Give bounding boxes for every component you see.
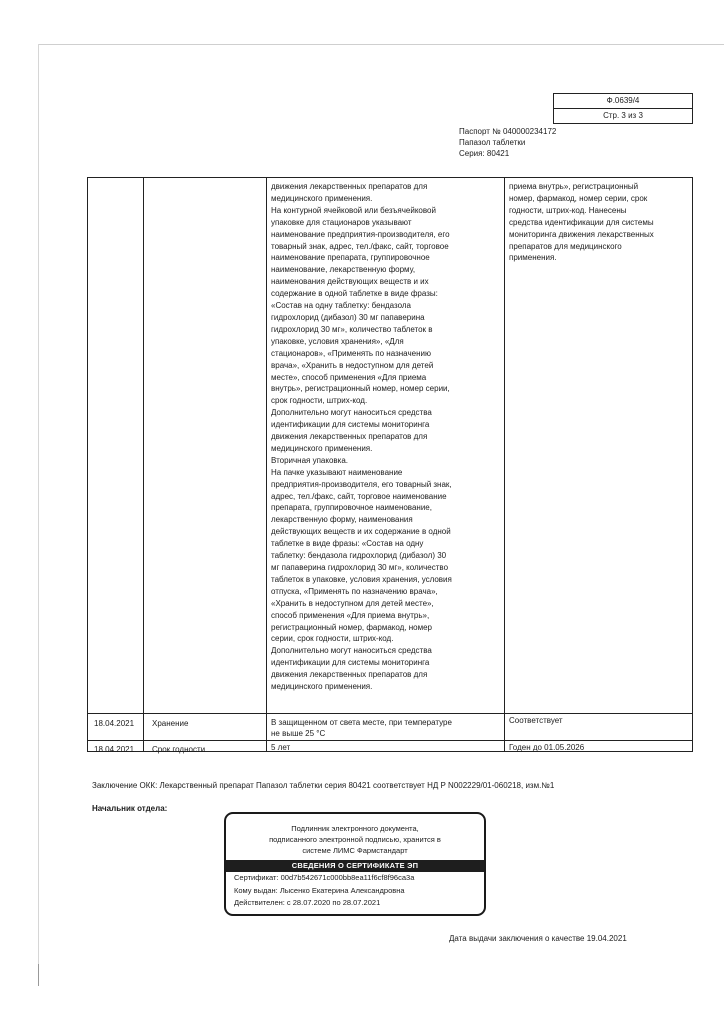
requirement-line: движения лекарственных препаратов для: [271, 432, 428, 442]
row-divider: [88, 740, 692, 741]
result-line: средства идентификации для системы: [509, 217, 654, 227]
requirement-line: наименования действующих веществ и их: [271, 277, 429, 287]
requirement-line: медицинского применения.: [271, 193, 373, 203]
requirement-line: наименование предприятия-производителя, его: [271, 229, 450, 239]
row-storage-parameter: Хранение: [152, 719, 189, 728]
requirement-line: лекарственную форму, наименования: [271, 515, 413, 525]
stamp-header-line: системе ЛИМС Фармстандарт: [302, 846, 408, 855]
requirement-line: регистрационный номер, фармакод, номер: [271, 622, 433, 632]
requirement-line: В защищенном от света месте, при температуре: [271, 718, 452, 727]
stamp-header-line: Подлинник электронного документа,: [291, 824, 419, 833]
result-line: номер, фармакод, номер серии, срок: [509, 193, 648, 203]
passport-info: [459, 126, 556, 159]
requirement-line: медицинского применения.: [271, 682, 373, 692]
row-storage-requirement: [271, 717, 452, 739]
row-shelf-life-date: 18.04.2021: [94, 745, 135, 754]
requirement-line: срок годности, штрих-код.: [271, 396, 368, 406]
requirement-line: Вторичная упаковка.: [271, 455, 349, 465]
quality-conclusion: Заключение ОКК: Лекарственный препарат Папазол таблетки серия 80421 соответствует НД Р N002229/01-060218, изм.№1: [92, 781, 555, 790]
head-of-department-label: Начальник отдела:: [92, 804, 168, 813]
requirement-line: упаковке, условия хранения», «Для: [271, 336, 404, 346]
stamp-header-line: подписанного электронной подписью, хранится в: [269, 835, 441, 844]
requirement-line: стационаров», «Применять по назначению: [271, 348, 431, 358]
certificate-owner: Кому выдан: Лысенко Екатерина Александровна: [234, 885, 405, 895]
requirement-line: наименование, лекарственную форму,: [271, 265, 416, 275]
passport-series: Серия: 80421: [459, 149, 510, 158]
column-divider: [266, 178, 267, 751]
requirement-line: препарата, группировочное наименование,: [271, 503, 432, 513]
requirement-line: содержание в одной таблетке в виде фразы:: [271, 289, 438, 299]
requirement-line: гидрохлорид 30 мг», количество таблеток в: [271, 324, 433, 334]
stamp-banner: СВЕДЕНИЯ О СЕРТИФИКАТЕ ЭП: [226, 860, 484, 872]
requirement-line: таблетке в виде фразы: «Состав на одну: [271, 539, 424, 549]
result-line: мониторинга движения лекарственных: [509, 229, 654, 239]
form-code: Ф.0639/4: [606, 96, 640, 105]
requirement-line: мг папаверина гидрохлорид 30 мг», количество: [271, 563, 449, 572]
result-continuation: [509, 181, 654, 264]
requirement-line: медицинского применения.: [271, 443, 373, 453]
page-number: Стр. 3 из 3: [554, 108, 692, 123]
requirement-line: движения лекарственных препаратов для: [271, 670, 428, 680]
row-shelf-life-result: Годен до 01.05.2026: [509, 743, 585, 752]
conclusion-issue-date: Дата выдачи заключения о качестве 19.04.2021: [449, 934, 627, 943]
passport-product: Папазол таблетки: [459, 138, 526, 147]
column-divider: [143, 178, 144, 751]
requirement-line: таблеток в упаковке, условия хранения, условия: [271, 574, 452, 584]
row-divider: [88, 713, 692, 714]
result-line: приема внутрь», регистрационный: [509, 182, 639, 191]
requirement-line: отпуска, «Применять по назначению врача»,: [271, 586, 438, 596]
requirement-line: серии, срок годности, штрих-код.: [271, 634, 394, 644]
requirement-line: месте», способ применения «Для приема: [271, 372, 427, 382]
requirement-line: внутрь», регистрационный номер, номер серии,: [271, 384, 450, 394]
e-signature-stamp: [224, 812, 486, 916]
stamp-header: [226, 823, 484, 856]
requirement-line: упаковке для стационаров указывают: [271, 217, 412, 227]
test-results-table: [87, 177, 693, 752]
requirement-line: идентификации для системы мониторинга: [271, 420, 430, 430]
requirement-line: предприятия-производителя, его товарный знак,: [271, 479, 452, 489]
page-edge-top: [38, 44, 724, 45]
row-shelf-life-requirement: 5 лет: [271, 743, 291, 752]
requirement-line: На контурной ячейковой или безъячейковой: [271, 205, 436, 215]
row-storage-result: Соответствует: [509, 716, 563, 725]
requirement-line: идентификации для системы мониторинга: [271, 658, 430, 668]
requirement-line: наименование препарата, группировочное: [271, 253, 430, 263]
row-shelf-life-parameter: Срок годности: [152, 745, 206, 754]
requirement-line: врача», «Хранить в недоступном для детей: [271, 360, 434, 370]
requirement-line: таблетку: бендазола гидрохлорид (дибазол) 30: [271, 551, 447, 561]
result-line: препаратов для медицинского: [509, 241, 622, 251]
requirement-line: гидрохлорид (дибазол) 30 мг папаверина: [271, 312, 425, 322]
certificate-validity: Действителен: с 28.07.2020 по 28.07.2021: [234, 898, 381, 907]
passport-number: Паспорт № 040000234172: [459, 127, 557, 136]
certificate-number: Сертификат: 00d7b542671c000bb8ea11f6cf8f96ca3a: [234, 873, 415, 882]
requirement-line: На пачке указывают наименование: [271, 467, 403, 477]
requirement-line: не выше 25 °С: [271, 729, 326, 738]
requirement-line: Дополнительно могут наноситься средства: [271, 408, 432, 418]
column-divider: [504, 178, 505, 751]
requirement-line: «Хранить в недоступном для детей месте»,: [271, 598, 434, 608]
requirement-line: движения лекарственных препаратов для: [271, 182, 428, 191]
requirement-line: «Состав на одну таблетку: бендазола: [271, 301, 411, 311]
row-storage-date: 18.04.2021: [94, 719, 135, 728]
requirement-line: адрес, тел./факс, сайт, торговое наименование: [271, 491, 447, 501]
requirement-line: способ применения «Для приема внутрь»,: [271, 610, 430, 620]
requirement-line: товарный знак, адрес, тел./факс, сайт, торговое: [271, 241, 449, 251]
page-edge-tick: [38, 964, 39, 986]
requirement-line: действующих веществ и их содержание в одной: [271, 527, 451, 537]
result-line: применения.: [509, 253, 557, 263]
page-edge-left: [38, 44, 39, 984]
result-line: годности, штрих-код. Нанесены: [509, 205, 627, 215]
requirement-line: Дополнительно могут наноситься средства: [271, 646, 432, 656]
form-code-box: [553, 93, 693, 124]
requirement-continuation: [271, 181, 452, 693]
